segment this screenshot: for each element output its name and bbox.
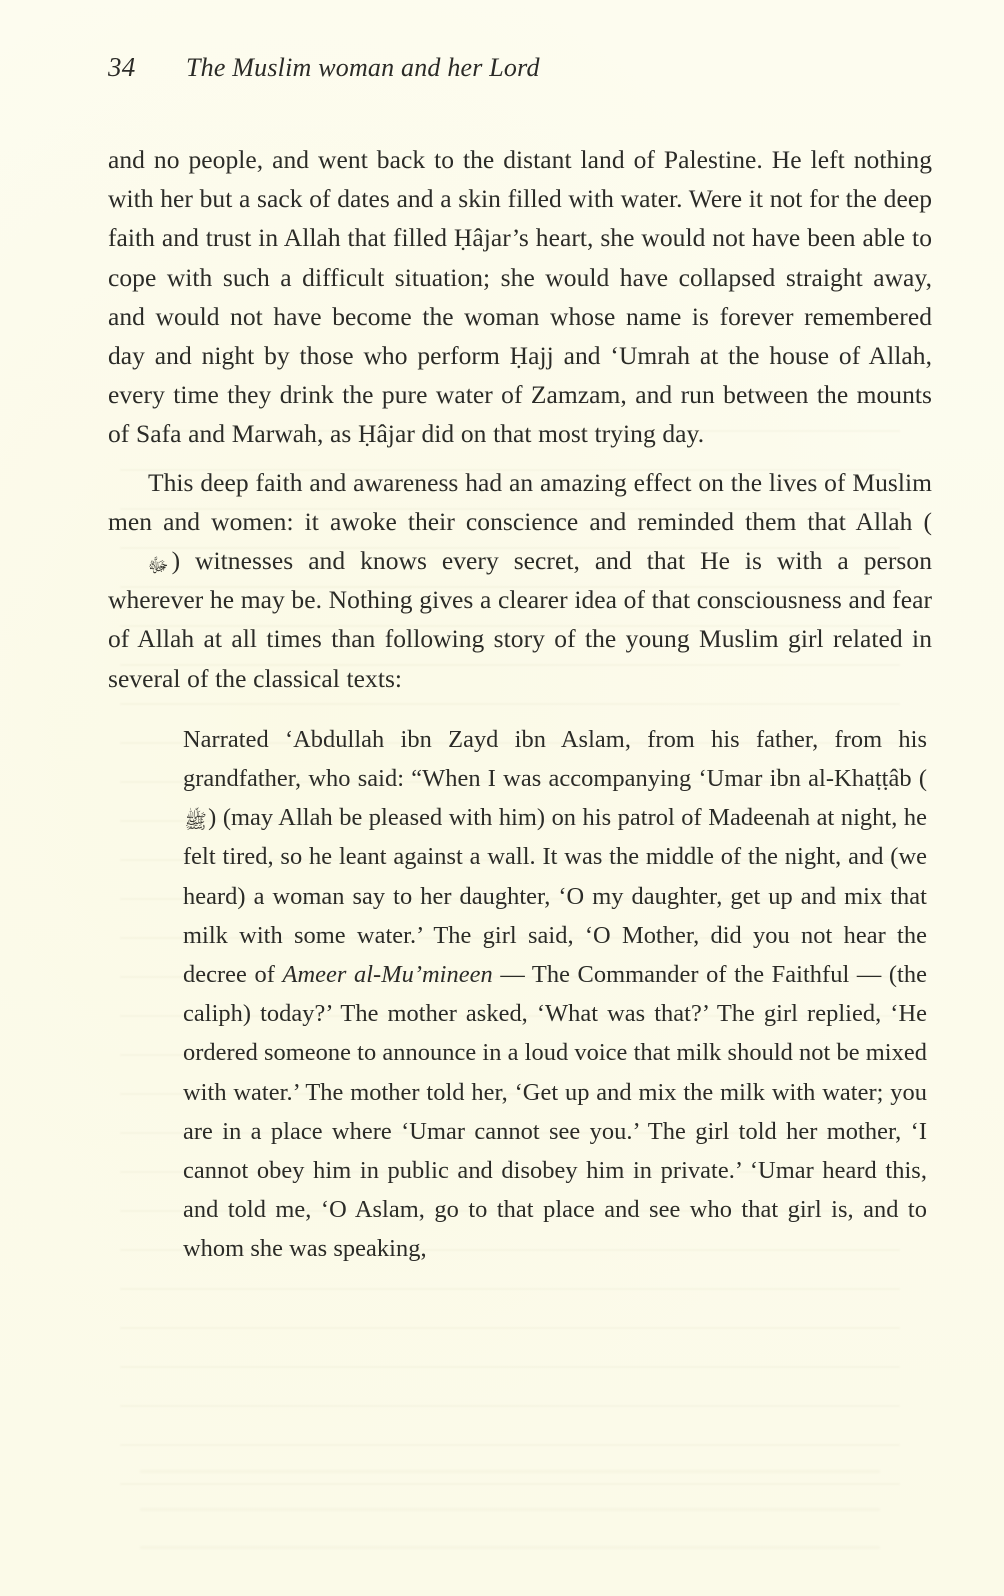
block-quotation (183, 720, 927, 1269)
text-column (108, 140, 932, 1269)
running-title: The Muslim woman and her Lord (186, 53, 540, 82)
page-number: 34 (108, 52, 136, 82)
subhanahu-wa-taala-glyph: ﷻ (147, 553, 169, 578)
radiyallahu-anhu-glyph: ﷺ (184, 809, 207, 834)
running-head (108, 52, 932, 92)
narration-paragraph: Narrated ‘Abdullah ibn Zayd ibn Aslam, from his father, from his grandfather, who said: “When I was accompanying ‘Umar ibn al-Khaṭṭâb (ﷺ) (may Allah be pleased with him) on his patrol of Madeenah at night, he felt tired, so he leant against a wall. It was the middle of the night, and (we heard) a woman say to her daughter, ‘O my daughter, get up and mix that milk with some water.’ The girl said, ‘O Mother, did you not hear the decree of Ameer al-Mu’mineen — The Commander of the Faithful — (the caliph) today?’ The mother asked, ‘What was that?’ The girl replied, ‘He ordered someone to announce in a loud voice that milk should not be mixed with water.’ The mother told her, ‘Get up and mix the milk with water; you are in a place where ‘Umar cannot see you.’ The girl told her mother, ‘I cannot obey him in public and disobey him in private.’ ‘Umar heard this, and told me, ‘O Aslam, go to that place and see who that girl is, and to whom she was speaking, (183, 725, 928, 1263)
page-bleed-through-footer (140, 1470, 880, 1580)
paragraph-this-deep-faith: This deep faith and awareness had an amazing effect on the lives of Muslim men and women: it awoke their conscience and reminded them that Allah (ﷻ ) witnesses and knows every secret, and that He is with a person wherever he may be. Nothing gives a clearer idea of that consciousness and fear of Allah at all times than following story of the young Muslim girl related in several of the classical texts: (108, 467, 932, 693)
paragraph-continued: and no people, and went back to the distant land of Palestine. He left nothing with her but a sack of dates and a skin filled with water. Were it not for the deep faith and trust in Allah that filled Ḥâjar’s heart, she would not have been able to cope with such a difficult situation; she would have collapsed straight away, and would not have become the woman whose name is forever remembered day and night by those who perform Ḥajj and ‘Umrah at the house of Allah, every time they drink the pure water of Zamzam, and run between the mounts of Safa and Marwah, as Ḥâjar did on that most trying day. (108, 145, 932, 449)
italic-phrase: Ameer al-Mu’mineen (282, 961, 493, 989)
